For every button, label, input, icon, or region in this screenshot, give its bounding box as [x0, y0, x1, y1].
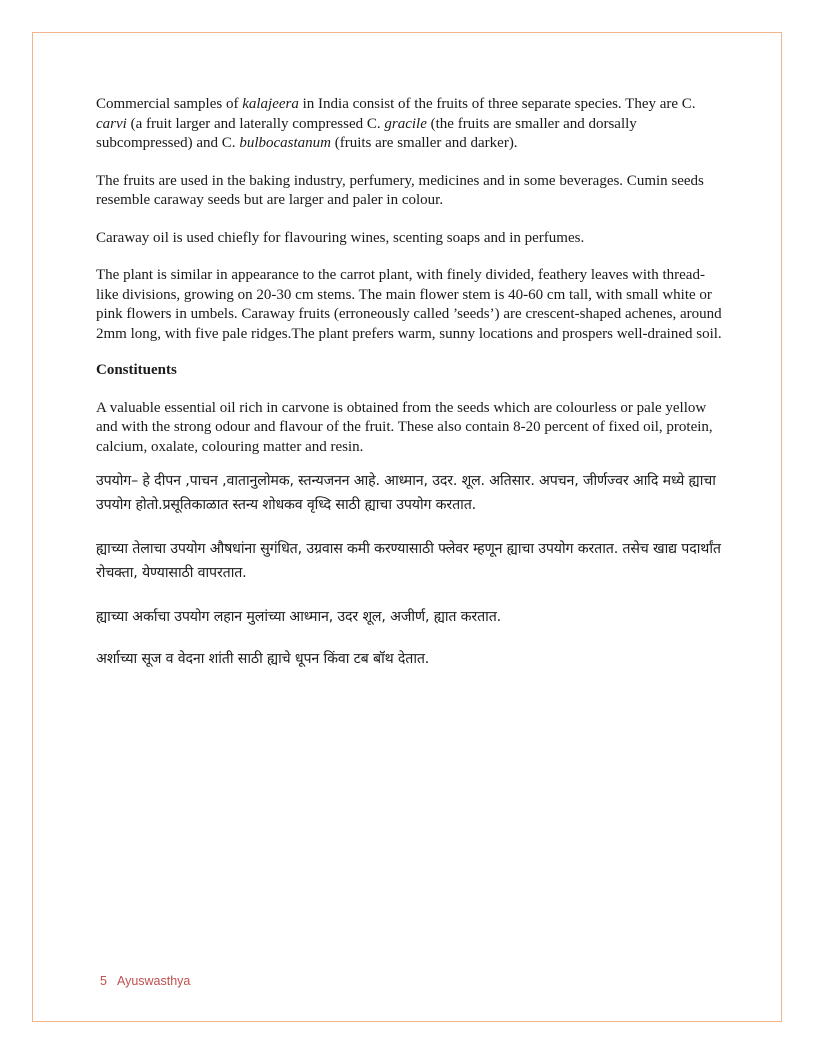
footer-title: Ayuswasthya — [116, 974, 191, 988]
text-segment: Commercial samples of — [96, 96, 243, 112]
marathi-paragraph-uses: उपयोग– हे दीपन ,पाचन ,वातानुलोमक, स्तन्यजनन आहे. आध्मान, उदर. शूल. अतिसार. अपचन, जीर्णज्वर आदि मध्ये ह्याचा उपयोग होतो.प्रसूतिकाळात स्तन्य शोधकव वृध्दि साठी ह्याचा उपयोग करतात. — [96, 473, 716, 513]
marathi-paragraph-extract: ह्याच्या अर्काचा उपयोग लहान मुलांच्या आध्मान, उदर शूल, अजीर्ण, ह्यात करतात. — [96, 609, 501, 625]
paragraph-oil: Caraway oil is used chiefly for flavouring wines, scenting soaps and in perfumes. — [96, 229, 585, 246]
italic-term: gracile — [384, 115, 427, 132]
marathi-paragraph-oil: ह्याच्या तेलाचा उपयोग औषधांना सुगंधित, उग्रवास कमी करण्यासाठी फ्लेवर म्हणून ह्याचा उपयोग करतात. तसेच खाद्य पदार्थांत रोचक्ता, येण्यासाठी वापरतात. — [96, 541, 721, 581]
page-number: 5 — [100, 974, 107, 988]
italic-term: bulbocastanum — [239, 135, 331, 151]
page-footer — [100, 974, 190, 988]
text-segment: (fruits are smaller and darker). — [330, 135, 518, 151]
text-segment: (a fruit larger and laterally compressed C. — [126, 115, 385, 132]
paragraph-species — [96, 95, 726, 154]
text-segment: in India consist of the fruits of three separate species. They are C. — [298, 96, 696, 112]
section-heading: Constituents — [96, 362, 177, 378]
page-content — [96, 95, 726, 671]
marathi-paragraph-fumigation: अर्शाच्या सूज व वेदना शांती साठी ह्याचे धूपन किंवा टब बॉथ देतात. — [96, 651, 430, 667]
paragraph-uses: The fruits are used in the baking industry, perfumery, medicines and in some beverages. Cumin seeds resemble caraway seeds but are larger and paler in colour. — [96, 172, 704, 208]
text-segment: (the fruits are smaller and dorsally subcompressed) and C. — [96, 115, 637, 151]
italic-term: carvi — [96, 115, 127, 132]
paragraph-plant-description: The plant is similar in appearance to the carrot plant, with finely divided, feathery leaves with thread-like divisions, growing on 20-30 cm stems. The main flower stem is 40-60 cm tall, with small white or pink flowers in umbels. Caraway fruits (erroneously called ’seeds’) are crescent-shaped achenes, around 2mm long, with five pale ridges.The plant prefers warm, sunny locations and prospers well-drained soil. — [96, 267, 722, 342]
paragraph-constituents: A valuable essential oil rich in carvone is obtained from the seeds which are colourless or pale yellow and with the strong odour and flavour of the fruit. These also contain 8-20 percent of fixed oil, protein, calcium, oxalate, colouring matter and resin. — [96, 399, 713, 455]
italic-term: kalajeera — [242, 96, 299, 112]
